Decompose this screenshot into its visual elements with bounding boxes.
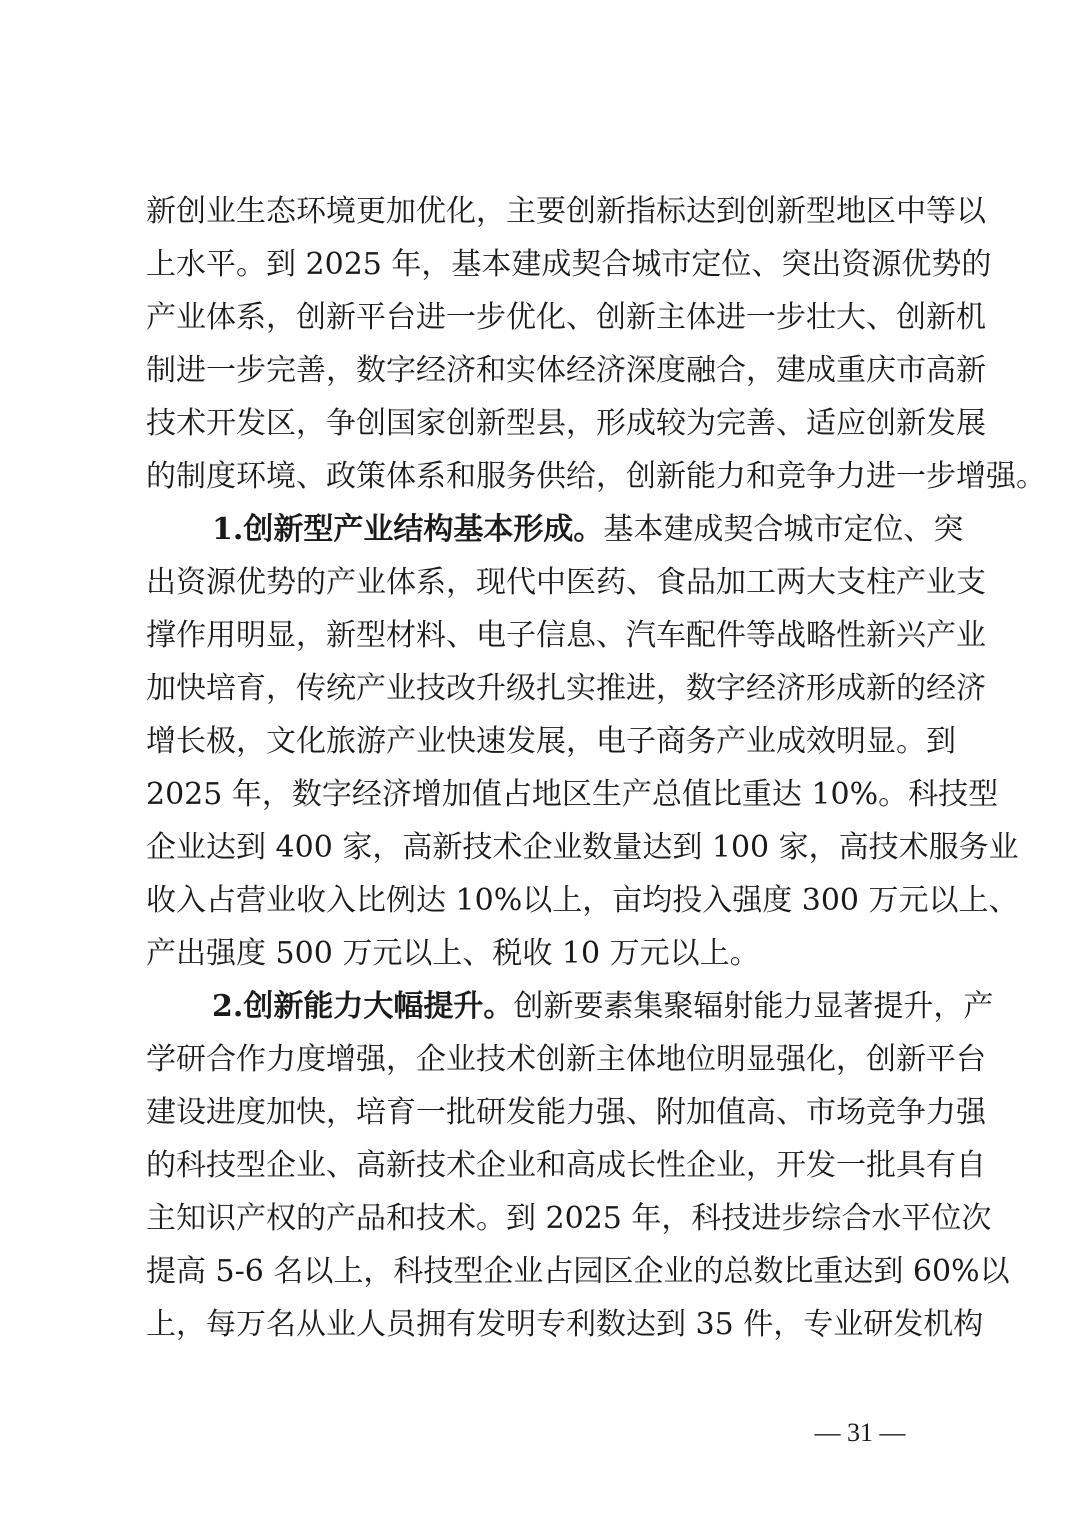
text-span: 创新要素集聚辐射能力显著提升，产 <box>513 989 994 1024</box>
text-line <box>146 503 964 556</box>
text-line: 增长极，文化旅游产业快速发展，电子商务产业成效明显。到 <box>146 724 956 759</box>
text-line: 收入占营业收入比例达 10%以上，亩均投入强度 300 万元以上、 <box>146 883 1019 918</box>
document-body <box>146 185 1046 1351</box>
text-line: 上水平。到 2025 年，基本建成契合城市定位、突出资源优势的 <box>146 247 992 282</box>
text-line: 产出强度 500 万元以上、税收 10 万元以上。 <box>146 936 760 971</box>
page-number <box>0 1418 1074 1448</box>
text-span: 基本建成契合城市定位、突 <box>603 512 964 547</box>
text-line: 产业体系，创新平台进一步优化、创新主体进一步壮大、创新机 <box>146 300 986 335</box>
text-line: 撑作用明显，新型材料、电子信息、汽车配件等战略性新兴产业 <box>146 618 986 653</box>
text-line: 技术开发区，争创国家创新型县，形成较为完善、适应创新发展 <box>146 406 986 441</box>
text-line: 主知识产权的产品和技术。到 2025 年，科技进步综合水平位次 <box>146 1201 992 1236</box>
text-line: 的制度环境、政策体系和服务供给，创新能力和竞争力进一步增强。 <box>146 459 1046 494</box>
text-line <box>146 980 994 1033</box>
text-line: 制进一步完善，数字经济和实体经济深度融合，建成重庆市高新 <box>146 353 986 388</box>
section-heading: 2.创新能力大幅提升。 <box>212 989 514 1024</box>
text-line: 企业达到 400 家，高新技术企业数量达到 100 家，高技术服务业 <box>146 830 1019 865</box>
paragraph <box>146 503 1019 980</box>
text-line: 加快培育，传统产业技改升级扎实推进，数字经济形成新的经济 <box>146 671 986 706</box>
text-line: 上，每万名从业人员拥有发明专利数达到 35 件，专业研发机构 <box>146 1307 984 1342</box>
text-line: 新创业生态环境更加优化，主要创新指标达到创新型地区中等以 <box>146 194 986 229</box>
text-line: 出资源优势的产业体系，现代中医药、食品加工两大支柱产业支 <box>146 565 986 600</box>
page-number-text: — 31 — <box>814 1418 906 1447</box>
text-line: 建设进度加快，培育一批研发能力强、附加值高、市场竞争力强 <box>146 1095 986 1130</box>
paragraph <box>146 185 1046 503</box>
section-heading: 1.创新型产业结构基本形成。 <box>212 512 604 547</box>
text-line: 2025 年，数字经济增加值占地区生产总值比重达 10%。科技型 <box>146 777 999 812</box>
paragraph <box>146 980 1010 1351</box>
text-line: 学研合作力度增强，企业技术创新主体地位明显强化，创新平台 <box>146 1042 986 1077</box>
text-line: 的科技型企业、高新技术企业和高成长性企业，开发一批具有自 <box>146 1148 986 1183</box>
text-line: 提高 5-6 名以上，科技型企业占园区企业的总数比重达到 60%以 <box>146 1254 1010 1289</box>
